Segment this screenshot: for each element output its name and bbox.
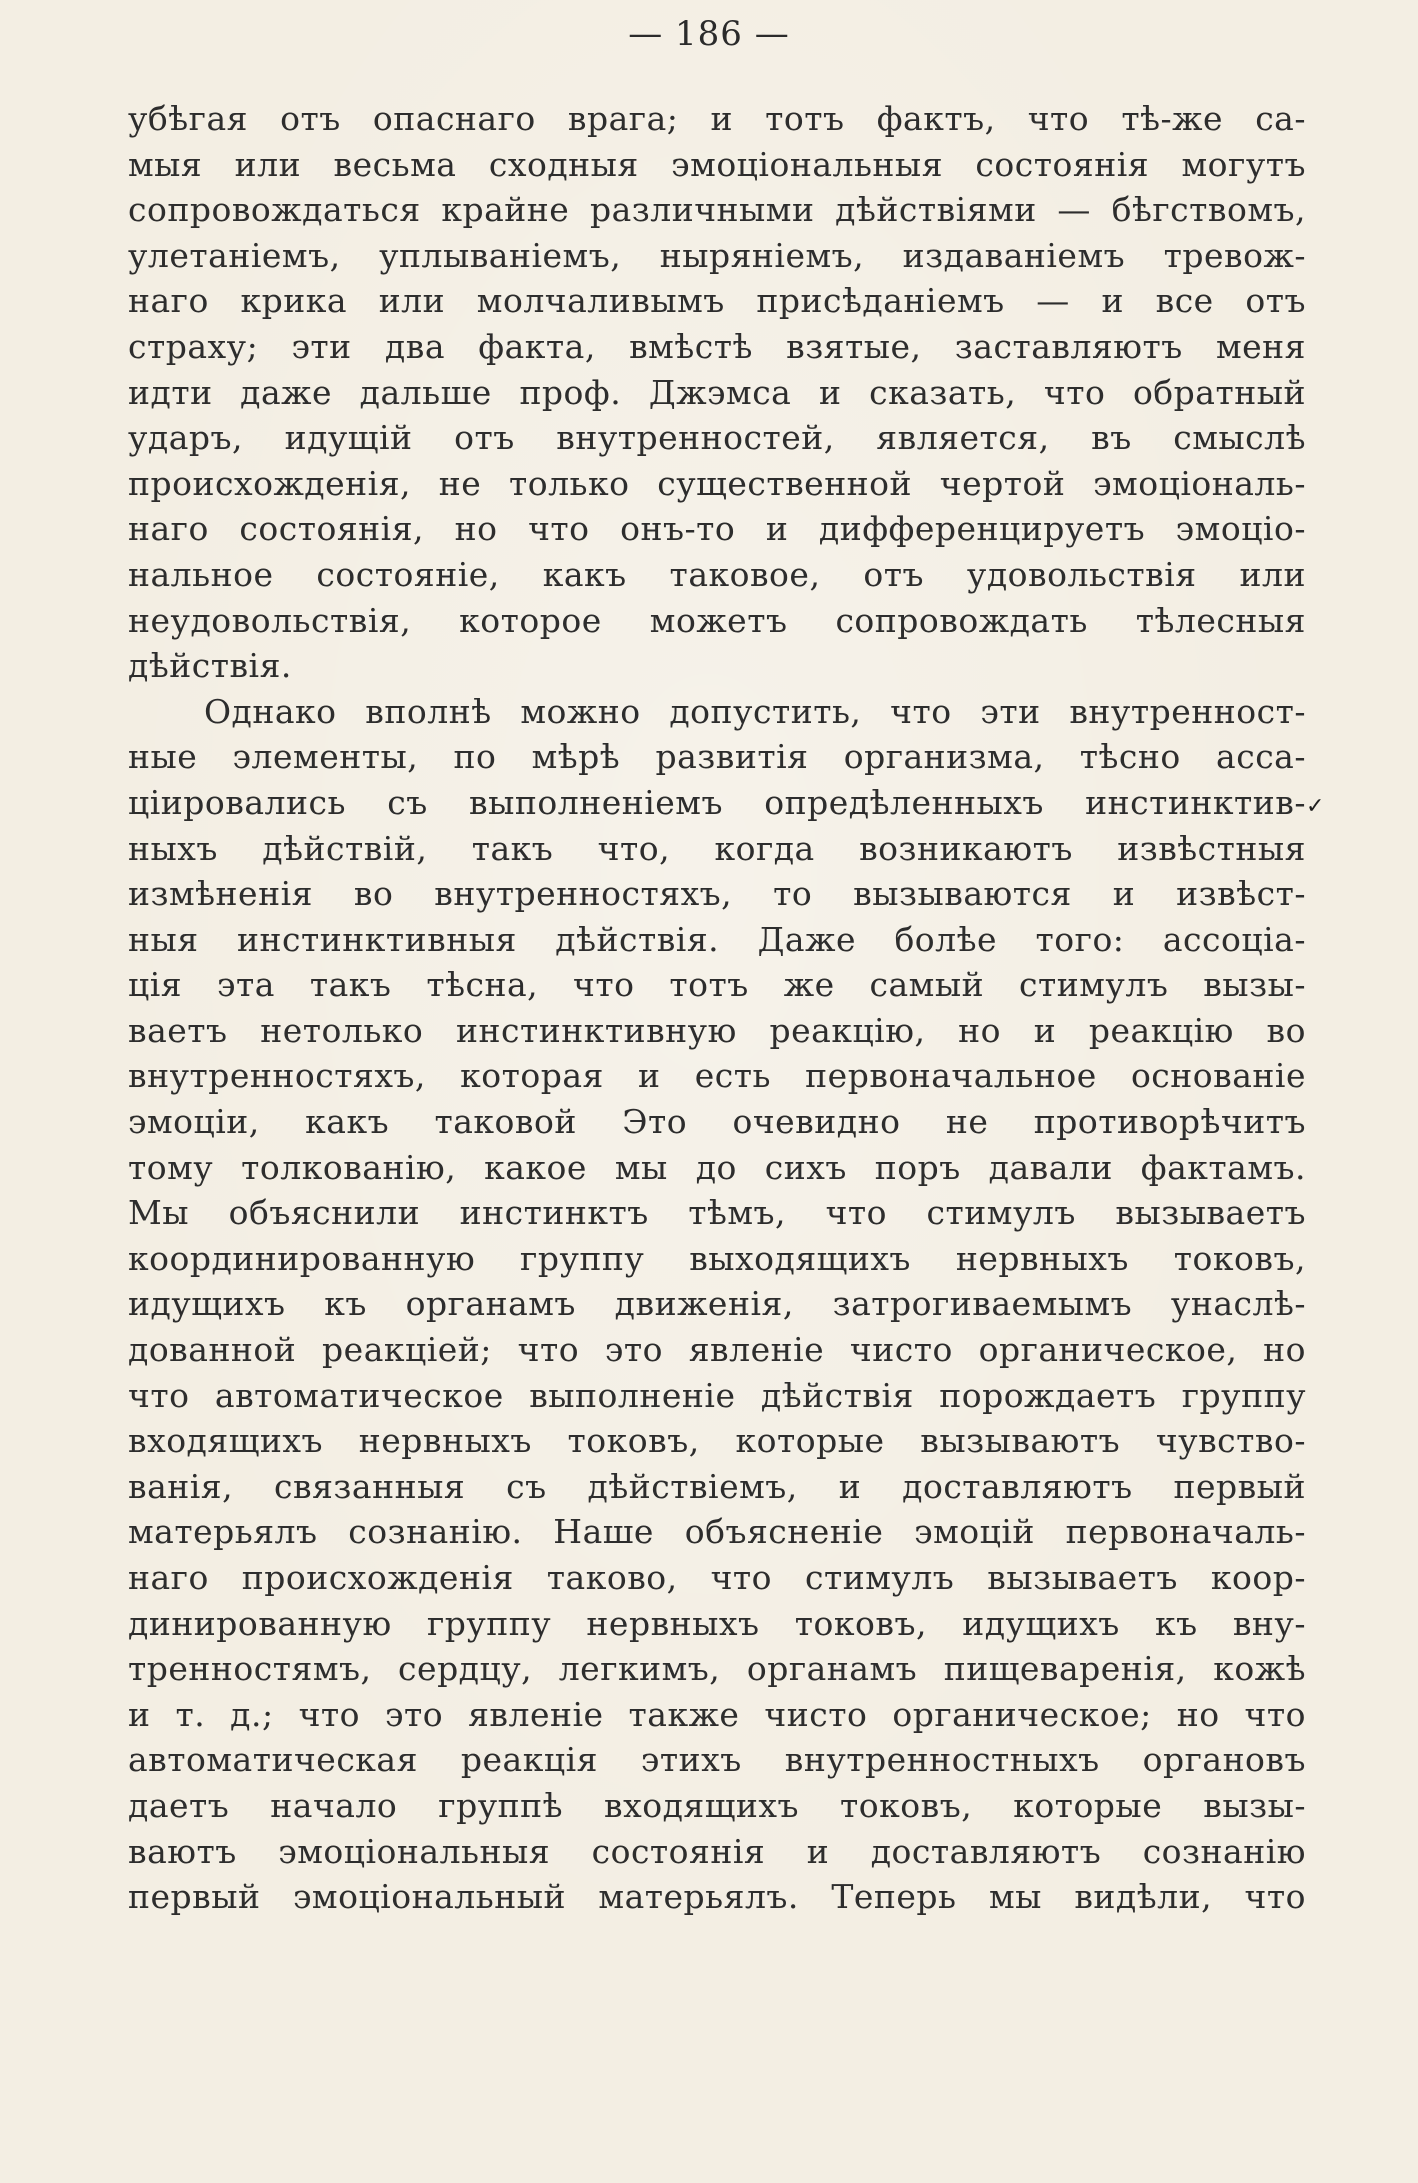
text-line: первый эмоціональный матерьялъ. Теперь мы видѣли, что	[128, 1877, 1306, 1917]
page-number: — 186 —	[628, 14, 790, 54]
text-line: дованной реакціей; что это явленіе чисто органическое, но	[128, 1330, 1306, 1370]
text-line: и т. д.; что это явленіе также чисто органическое; но что	[128, 1694, 1306, 1734]
body-text	[128, 96, 1325, 1920]
text-line: Мы объяснили инстинктъ тѣмъ, что стимулъ вызываетъ	[128, 1193, 1306, 1233]
text-line: внутренностяхъ, которая и есть первоначальное основаніе	[128, 1056, 1306, 1096]
text-line: тому толкованію, какое мы до сихъ поръ давали фактамъ.	[128, 1147, 1306, 1187]
paragraph-end-line: дѣйствія.	[128, 646, 292, 686]
text-line: измѣненія во внутренностяхъ, то вызываются и извѣст-	[128, 874, 1306, 914]
text-line: ныя инстинктивныя дѣйствія. Даже болѣе того: ассоціа-	[128, 919, 1306, 959]
paragraph-start-line: Однако вполнѣ можно допустить, что эти внутренност-	[204, 691, 1306, 731]
text-line: входящихъ нервныхъ токовъ, которые вызываютъ чувство-	[128, 1421, 1306, 1461]
text-line: что автоматическое выполненіе дѣйствія порождаетъ группу	[128, 1375, 1306, 1415]
text-line: тренностямъ, сердцу, легкимъ, органамъ пищеваренія, кожѣ	[128, 1649, 1306, 1689]
text-line: страху; эти два факта, вмѣстѣ взятые, заставляютъ меня	[128, 326, 1306, 366]
text-line: неудовольствія, которое можетъ сопровождать тѣлесныя	[128, 600, 1306, 640]
text-line: мыя или весьма сходныя эмоціональныя состоянія могутъ	[128, 144, 1306, 184]
text-line: ные элементы, по мѣрѣ развитія организма, тѣсно асса-	[128, 737, 1306, 777]
text-line: улетаніемъ, уплываніемъ, ныряніемъ, издаваніемъ тревож-	[128, 235, 1306, 275]
text-line: координированную группу выходящихъ нервныхъ токовъ,	[128, 1238, 1306, 1278]
text-line: ныхъ дѣйствій, такъ что, когда возникаютъ извѣстныя	[128, 828, 1306, 868]
text-line: динированную группу нервныхъ токовъ, идущихъ къ вну-	[128, 1603, 1306, 1643]
text-line: сопровождаться крайне различными дѣйствіями — бѣгствомъ,	[128, 190, 1306, 230]
ink-mark-icon: ✓	[1306, 794, 1325, 819]
text-line: происхожденія, не только существенной чертой эмоціональ-	[128, 463, 1306, 503]
text-line: наго происхожденія таково, что стимулъ вызываетъ коор-	[128, 1558, 1306, 1597]
text-line: матерьялъ сознанію. Наше объясненіе эмоцій первоначаль-	[128, 1512, 1306, 1552]
text-line: эмоціи, какъ таковой Это очевидно не противорѣчитъ	[128, 1102, 1306, 1142]
text-line: ваютъ эмоціональныя состоянія и доставляютъ сознанію	[128, 1831, 1306, 1871]
text-line: идти даже дальше проф. Джэмса и сказать, что обратный	[128, 372, 1306, 412]
text-line: ванія, связанныя съ дѣйствіемъ, и доставляютъ первый	[128, 1466, 1306, 1506]
text-line: наго состоянія, но что онъ-то и дифференцируетъ эмоціо-	[128, 509, 1306, 549]
text-line: ціировались съ выполненіемъ опредѣленныхъ инстинктив-	[128, 782, 1306, 822]
text-line: идущихъ къ органамъ движенія, затрогиваемымъ унаслѣ-	[128, 1284, 1306, 1324]
text-line: даетъ начало группѣ входящихъ токовъ, которые вызы-	[128, 1785, 1306, 1825]
text-line: ударъ, идущій отъ внутренностей, является, въ смыслѣ	[128, 418, 1306, 458]
text-line: нальное состояніе, какъ таковое, отъ удовольствія или	[128, 554, 1306, 594]
text-line: наго крика или молчаливымъ присѣданіемъ — и все отъ	[128, 281, 1306, 321]
text-line: ваетъ нетолько инстинктивную реакцію, но и реакцію во	[128, 1010, 1306, 1050]
text-line: автоматическая реакція этихъ внутренностныхъ органовъ	[128, 1740, 1306, 1780]
text-line: убѣгая отъ опаснаго врага; и тотъ фактъ, что тѣ-же са-	[128, 99, 1306, 138]
text-line: ція эта такъ тѣсна, что тотъ же самый стимулъ вызы-	[128, 965, 1306, 1005]
